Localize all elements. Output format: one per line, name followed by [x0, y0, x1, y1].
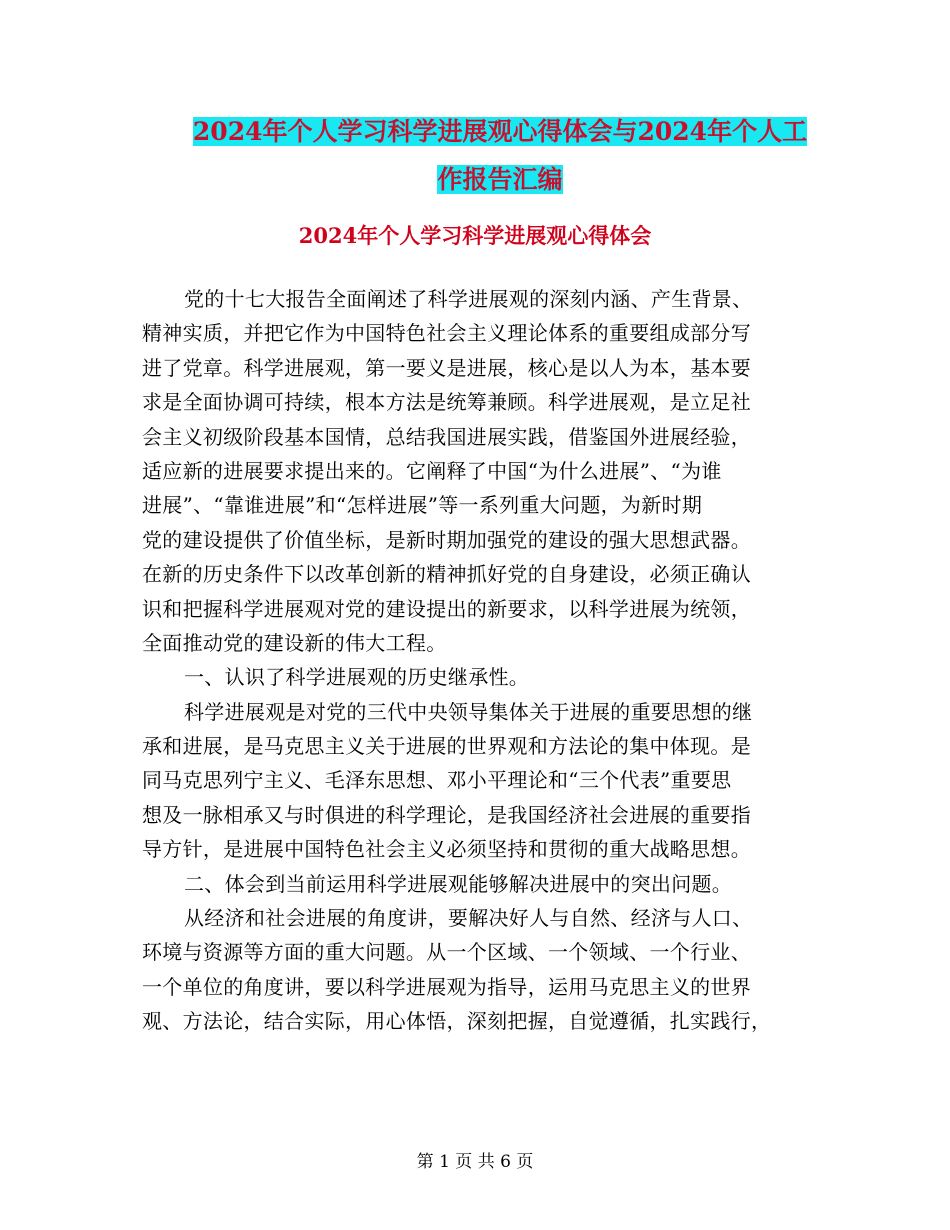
document-title	[120, 108, 880, 204]
title-line-1: 2024年个人学习科学进展观心得体会与2024年个人工	[192, 117, 808, 146]
paragraph-line: 想及一脉相承又与时俱进的科学理论，是我国经济社会进展的重要指	[142, 802, 751, 827]
paragraph-line: 党的十七大报告全面阐述了科学进展观的深刻内涵、产生背景、	[184, 287, 753, 311]
paragraph-line: 会主义初级阶段基本国情，总结我国进展实践，借鉴国外进展经验，	[142, 424, 751, 449]
section-heading: 二、体会到当前运用科学进展观能够解决进展中的突出问题。	[184, 871, 733, 896]
paragraph-line: 求是全面协调可持续，根本方法是统筹兼顾。科学进展观，是立足社	[142, 390, 751, 415]
paragraph-line: 一个单位的角度讲，要以科学进展观为指导，运用马克思主义的世界	[142, 974, 751, 999]
paragraph-line: 适应新的进展要求提出来的。它阐释了中国“为什么进展”、“为谁	[142, 458, 722, 483]
paragraph-line: 从经济和社会进展的角度讲，要解决好人与自然、经济与人口、	[184, 906, 753, 931]
paragraph-line: 识和把握科学进展观对党的建设提出的新要求，以科学进展为统领，	[142, 596, 751, 621]
paragraph-line: 全面推动党的建设新的伟大工程。	[142, 630, 447, 655]
paragraph-line: 环境与资源等方面的重大问题。从一个区域、一个领域、一个行业、	[142, 940, 751, 965]
paragraph-line: 精神实质，并把它作为中国特色社会主义理论体系的重要组成部分写	[142, 321, 751, 346]
paragraph-line: 观、方法论，结合实际，用心体悟，深刻把握，自觉遵循，扎实践行，	[142, 1009, 772, 1034]
paragraph-line: 进展”、“靠谁进展”和“怎样进展”等一系列重大问题，为新时期	[142, 493, 703, 518]
paragraph-line: 导方针，是进展中国特色社会主义必须坚持和贯彻的重大战略思想。	[142, 837, 751, 862]
paragraph-line: 同马克思列宁主义、毛泽东思想、邓小平理论和“三个代表”重要思	[142, 768, 732, 793]
section-subtitle: 2024年个人学习科学进展观心得体会	[298, 223, 652, 248]
paragraph-line: 科学进展观是对党的三代中央领导集体关于进展的重要思想的继	[184, 699, 753, 724]
paragraph-line: 进了党章。科学进展观，第一要义是进展，核心是以人为本，基本要	[142, 355, 751, 380]
section-heading: 一、认识了科学进展观的历史继承性。	[184, 665, 530, 690]
title-line-2: 作报告汇编	[437, 165, 563, 194]
page-footer: 第 1 页 共 6 页	[416, 1152, 534, 1172]
paragraph-line: 在新的历史条件下以改革创新的精神抓好党的自身建设，必须正确认	[142, 562, 751, 587]
paragraph-line: 党的建设提供了价值坐标，是新时期加强党的建设的强大思想武器。	[142, 527, 751, 552]
paragraph-line: 承和进展，是马克思主义关于进展的世界观和方法论的集中体现。是	[142, 734, 751, 759]
body-text	[142, 282, 807, 1039]
